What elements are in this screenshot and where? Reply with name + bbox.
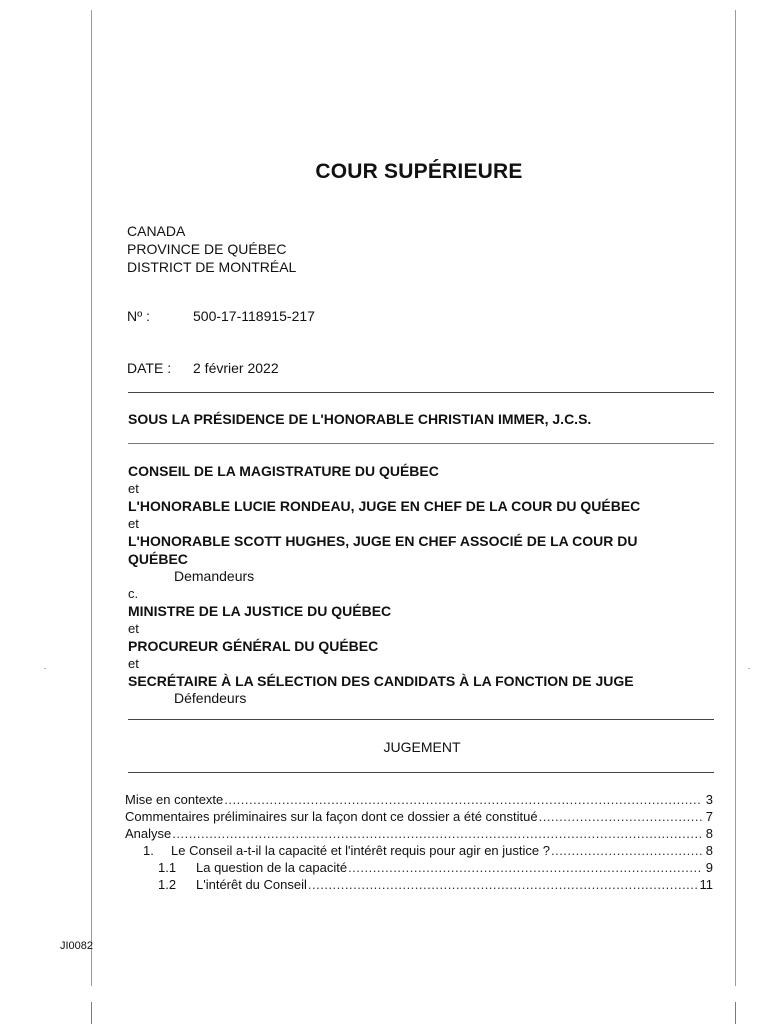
file-number-value: 500-17-118915-217 [193,308,315,324]
margin-code: JI0082 [60,940,94,952]
toc-entry[interactable] [125,808,713,825]
defendant-2: PROCUREUR GÉNÉRAL DU QUÉBEC [128,638,379,654]
toc-leader [224,791,702,808]
presiding-judge: SOUS LA PRÉSIDENCE DE L'HONORABLE CHRISTIAN IMMER, J.C.S. [128,411,592,427]
plaintiff-3-continued: QUÉBEC [128,551,188,567]
date-value: 2 février 2022 [193,360,279,376]
toc-leader [348,859,702,876]
scan-speck [44,668,46,669]
court-title: COUR SUPÉRIEURE [315,160,523,183]
judgment-heading: JUGEMENT [383,739,461,755]
toc-leader [172,825,702,842]
right-margin-line [735,10,736,986]
right-bottom-line [735,1002,736,1024]
toc-page: 3 [705,792,713,807]
party-separator: et [128,516,139,531]
jurisdiction-province: PROVINCE DE QUÉBEC [127,241,287,257]
jurisdiction-block [127,222,296,276]
date-label: DATE : [127,360,172,376]
toc-number: 1.2 [158,877,177,892]
plaintiff-2: L'HONORABLE LUCIE RONDEAU, JUGE EN CHEF DE LA COUR DU QUÉBEC [128,498,641,514]
toc-page: 9 [705,860,713,875]
plaintiffs-role: Demandeurs [174,568,255,584]
party-separator: et [128,621,139,636]
plaintiff-3: L'HONORABLE SCOTT HUGHES, JUGE EN CHEF ASSOCIÉ DE LA COUR DU [128,533,638,549]
toc-number: 1. [143,843,154,858]
toc-entry[interactable] [125,859,713,876]
toc-page: 11 [699,877,713,892]
scan-speck [748,668,750,669]
toc-leader [308,876,699,893]
toc-page: 8 [705,843,713,858]
toc-number: 1.1 [158,860,177,875]
defendants-role: Défendeurs [174,690,247,706]
toc-title: Analyse [125,826,172,841]
toc-leader [539,808,702,825]
plaintiff-1: CONSEIL DE LA MAGISTRATURE DU QUÉBEC [128,463,439,479]
divider [128,392,714,393]
toc-title: Le Conseil a-t-il la capacité et l'intérêt requis pour agir en justice ? [171,843,550,858]
divider [128,443,714,444]
defendant-1: MINISTRE DE LA JUSTICE DU QUÉBEC [128,603,392,619]
left-bottom-line [91,1002,92,1024]
toc-entry[interactable] [125,791,713,808]
party-separator: et [128,656,139,671]
toc-entry[interactable] [125,825,713,842]
divider [128,772,714,773]
parties-block [128,462,728,707]
defendant-3: SECRÉTAIRE À LA SÉLECTION DES CANDIDATS À LA FONCTION DE JUGE [128,673,634,689]
versus: c. [128,586,139,601]
toc-title: Commentaires préliminaires sur la façon dont ce dossier a été constitué [125,809,538,824]
toc-entry[interactable] [125,842,713,859]
file-number-label: Nº : [127,308,151,324]
toc-leader [551,842,702,859]
toc-title: La question de la capacité [196,860,348,875]
toc-page: 8 [705,826,713,841]
party-separator: et [128,481,139,496]
divider [128,719,714,720]
jurisdiction-country: CANADA [127,223,186,239]
toc-page: 7 [705,809,713,824]
toc-title: L'intérêt du Conseil [196,877,307,892]
toc-entry[interactable] [125,876,713,893]
toc-title: Mise en contexte [125,792,224,807]
jurisdiction-district: DISTRICT DE MONTRÉAL [127,259,297,275]
left-margin-line [91,10,92,986]
table-of-contents [125,791,713,893]
